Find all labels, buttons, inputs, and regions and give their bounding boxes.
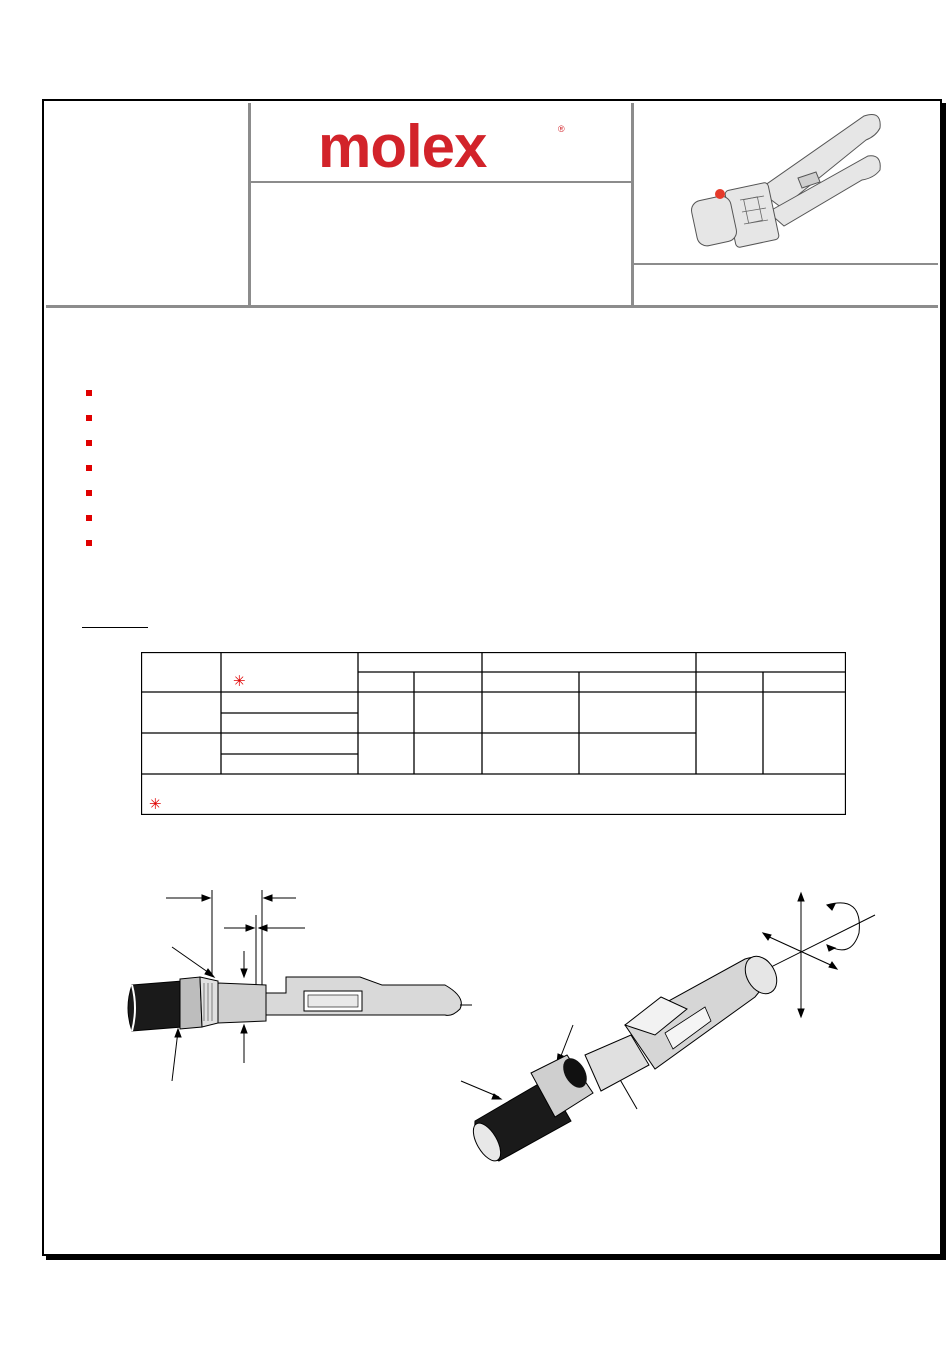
spec-table <box>141 652 846 815</box>
bullet-6 <box>86 515 92 521</box>
registered-mark: ® <box>558 124 565 134</box>
crimp-terminal-side-view <box>120 885 475 1085</box>
spec-table-header-asterisk: ✳ <box>233 673 246 690</box>
bullet-5 <box>86 490 92 496</box>
crimp-terminal-isometric-view <box>455 885 880 1170</box>
bullet-1 <box>86 390 92 396</box>
header-divider-left <box>248 103 251 305</box>
molex-logo <box>318 113 570 180</box>
bullet-3 <box>86 440 92 446</box>
hand-crimp-tool-icon <box>686 108 886 258</box>
header-bottom-rule <box>46 305 938 308</box>
header-divider-right <box>631 103 634 305</box>
bullet-2 <box>86 415 92 421</box>
header-logo-rule <box>251 181 631 183</box>
bullet-4 <box>86 465 92 471</box>
header-tool-rule <box>634 263 938 265</box>
bullet-7 <box>86 540 92 546</box>
spec-table-note-asterisk: ✳ <box>149 796 162 813</box>
section-heading-underline <box>82 627 148 628</box>
logo-wordmark: molex <box>318 113 487 180</box>
